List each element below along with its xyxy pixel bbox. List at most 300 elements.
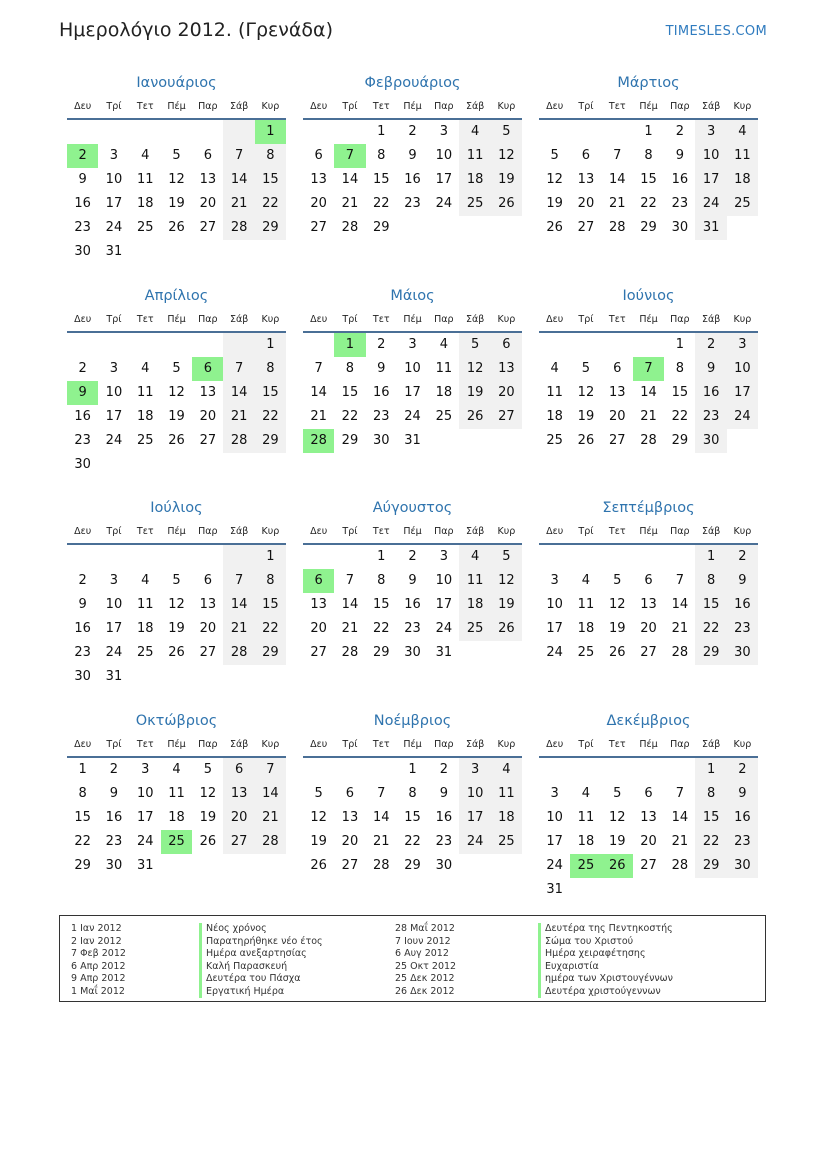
- day-cell: 3: [141, 762, 150, 777]
- empty-cell: [161, 333, 192, 357]
- weekday-label: Τρί: [578, 526, 594, 537]
- holiday-legend: [59, 915, 766, 1002]
- day-cell: 14: [608, 172, 626, 187]
- day-cell: 21: [341, 196, 359, 211]
- empty-cell: [570, 545, 601, 569]
- day-cell: 10: [727, 357, 758, 381]
- day-cell: 5: [491, 545, 522, 569]
- day-cell: 2: [675, 124, 684, 139]
- month-name: Μάιος: [390, 288, 435, 304]
- empty-cell: [633, 545, 664, 569]
- weekday-label: Πέμ: [639, 739, 658, 750]
- day-cell: 15: [372, 172, 390, 187]
- day-cell: 19: [168, 409, 185, 424]
- day-cell: 9: [408, 573, 417, 588]
- day-cell: 9: [439, 786, 448, 801]
- day-cell: 12: [577, 385, 595, 400]
- day-cell: 9: [727, 782, 758, 806]
- day-cell: 13: [640, 810, 657, 825]
- holiday-day-cell: 1: [334, 333, 365, 357]
- day-cell: 8: [78, 786, 87, 801]
- empty-cell: [570, 333, 601, 357]
- empty-cell: [192, 120, 223, 144]
- day-cell: 21: [310, 409, 327, 424]
- month-block: [67, 708, 286, 878]
- weekday-header: [303, 309, 522, 333]
- month-block: [539, 495, 758, 665]
- day-cell: 11: [727, 144, 758, 168]
- day-cell: 2: [408, 124, 417, 139]
- day-cell: 10: [435, 148, 453, 163]
- day-cell: 2: [78, 573, 87, 588]
- day-cell: 8: [377, 148, 386, 163]
- day-cell: 3: [109, 573, 119, 588]
- day-cell: 2: [439, 762, 448, 777]
- day-cell: 1: [408, 762, 417, 777]
- day-cell: 12: [310, 810, 327, 825]
- legend-holiday-name: Δευτέρα της Πεντηκοστής: [538, 923, 673, 936]
- legend-holiday-name: Νέος χρόνος: [199, 923, 323, 936]
- day-cell: 6: [203, 148, 212, 163]
- day-cell: 17: [546, 621, 563, 636]
- day-cell: 10: [546, 810, 563, 825]
- holiday-day-cell: 1: [255, 120, 286, 144]
- day-cell: 12: [459, 357, 490, 381]
- weekday-label: Παρ: [670, 739, 690, 750]
- day-cell: 26: [168, 645, 185, 660]
- day-cell: 21: [372, 834, 390, 849]
- holiday-day-cell: 2: [67, 144, 98, 168]
- weekday-label: Πέμ: [403, 101, 422, 112]
- day-cell: 5: [613, 786, 622, 801]
- day-cell: 11: [491, 782, 522, 806]
- day-cell: 8: [644, 148, 653, 163]
- day-cell: 2: [727, 545, 758, 569]
- day-cell: 20: [577, 196, 595, 211]
- weekday-label: Κυρ: [733, 526, 752, 537]
- day-cell: 5: [581, 361, 591, 376]
- day-cell: 11: [136, 385, 154, 400]
- weekday-label: Παρ: [434, 526, 454, 537]
- weekday-label: Σάβ: [465, 526, 485, 537]
- day-cell: 25: [136, 433, 154, 448]
- day-grid: [303, 333, 522, 453]
- legend-holiday-name: Σώμα του Χριστού: [538, 936, 673, 949]
- day-cell: 5: [203, 762, 212, 777]
- day-cell: 6: [581, 148, 591, 163]
- empty-cell: [303, 758, 334, 782]
- weekday-label: Παρ: [434, 739, 454, 750]
- weekday-label: Σάβ: [465, 739, 485, 750]
- day-cell: 19: [168, 621, 185, 636]
- month-name: Ιανουάριος: [136, 75, 217, 91]
- day-cell: 13: [577, 172, 595, 187]
- day-cell: 23: [74, 220, 91, 235]
- empty-cell: [539, 333, 570, 357]
- month-name: Φεβρουάριος: [364, 75, 461, 91]
- day-cell: 20: [223, 806, 254, 830]
- day-cell: 2: [408, 549, 417, 564]
- day-cell: 1: [695, 545, 726, 569]
- day-cell: 14: [223, 593, 254, 617]
- day-cell: 21: [223, 192, 254, 216]
- empty-cell: [633, 758, 664, 782]
- legend-holiday-name: Δευτέρα του Πάσχα: [199, 973, 323, 986]
- day-cell: 10: [136, 786, 154, 801]
- weekday-label: Δευ: [546, 526, 564, 537]
- day-cell: 11: [459, 144, 490, 168]
- weekday-label: Πέμ: [167, 526, 186, 537]
- weekday-label: Σάβ: [701, 314, 721, 325]
- day-cell: 28: [341, 645, 359, 660]
- day-cell: 29: [372, 645, 390, 660]
- day-cell: 10: [435, 573, 453, 588]
- day-cell: 5: [491, 120, 522, 144]
- holiday-day-cell: 7: [334, 144, 365, 168]
- empty-cell: [602, 758, 633, 782]
- day-cell: 13: [223, 782, 254, 806]
- month-block: [67, 283, 286, 477]
- month-name: Δεκέμβριος: [606, 713, 691, 729]
- day-cell: 14: [223, 381, 254, 405]
- day-cell: 13: [310, 172, 327, 187]
- day-cell: 19: [546, 196, 563, 211]
- month-name: Ιούλιος: [150, 500, 203, 516]
- day-cell: 17: [459, 806, 490, 830]
- day-cell: 10: [695, 144, 726, 168]
- day-cell: 24: [435, 621, 453, 636]
- weekday-label: Δευ: [546, 101, 564, 112]
- day-cell: 4: [491, 758, 522, 782]
- day-cell: 4: [439, 337, 448, 352]
- weekday-label: Πέμ: [167, 739, 186, 750]
- day-cell: 6: [613, 361, 622, 376]
- day-cell: 21: [255, 806, 286, 830]
- weekday-label: Δευ: [74, 526, 92, 537]
- weekday-label: Τρί: [578, 314, 594, 325]
- day-cell: 10: [546, 597, 563, 612]
- day-grid: [303, 545, 522, 665]
- day-cell: 26: [577, 433, 595, 448]
- brand-link[interactable]: TIMESLES.COM: [665, 24, 767, 39]
- day-cell: 1: [644, 124, 653, 139]
- day-cell: 16: [105, 810, 123, 825]
- day-cell: 30: [105, 858, 123, 873]
- weekday-label: Τρί: [578, 101, 594, 112]
- day-cell: 24: [695, 192, 726, 216]
- day-cell: 30: [695, 429, 726, 453]
- day-cell: 19: [491, 168, 522, 192]
- empty-cell: [98, 333, 129, 357]
- day-cell: 27: [341, 858, 359, 873]
- day-cell: 20: [310, 621, 327, 636]
- holiday-day-cell: 6: [192, 357, 223, 381]
- day-cell: 15: [74, 810, 91, 825]
- weekday-label: Κυρ: [261, 314, 280, 325]
- day-cell: 29: [255, 216, 286, 240]
- day-cell: 9: [78, 172, 87, 187]
- weekday-label: Κυρ: [733, 101, 752, 112]
- day-cell: 27: [640, 645, 657, 660]
- day-cell: 31: [105, 244, 123, 259]
- empty-cell: [130, 545, 161, 569]
- day-cell: 12: [491, 569, 522, 593]
- weekday-label: Κυρ: [497, 101, 516, 112]
- day-cell: 3: [727, 333, 758, 357]
- weekday-label: Παρ: [198, 739, 218, 750]
- month-block: [303, 283, 522, 453]
- day-cell: 29: [341, 433, 359, 448]
- day-cell: 20: [608, 409, 626, 424]
- day-cell: 29: [640, 220, 657, 235]
- day-cell: 4: [581, 786, 591, 801]
- day-cell: 16: [695, 381, 726, 405]
- day-cell: 24: [105, 433, 123, 448]
- day-cell: 12: [608, 810, 626, 825]
- weekday-label: Κυρ: [733, 739, 752, 750]
- day-cell: 9: [109, 786, 119, 801]
- day-cell: 13: [310, 597, 327, 612]
- day-cell: 26: [199, 834, 217, 849]
- day-cell: 11: [136, 172, 154, 187]
- weekday-label: Δευ: [546, 739, 564, 750]
- day-cell: 14: [671, 810, 689, 825]
- day-cell: 23: [74, 433, 91, 448]
- day-cell: 28: [223, 641, 254, 665]
- day-cell: 4: [550, 361, 559, 376]
- day-cell: 27: [608, 433, 626, 448]
- day-cell: 12: [168, 385, 185, 400]
- legend-dates-left: [71, 923, 126, 998]
- empty-cell: [539, 545, 570, 569]
- weekday-label: Δευ: [310, 739, 328, 750]
- day-cell: 6: [644, 573, 653, 588]
- month-block: [303, 708, 522, 878]
- weekday-label: Κυρ: [497, 526, 516, 537]
- day-cell: 5: [172, 361, 181, 376]
- weekday-label: Τετ: [136, 526, 154, 537]
- day-cell: 31: [435, 645, 453, 660]
- day-cell: 18: [435, 385, 453, 400]
- weekday-label: Δευ: [310, 526, 328, 537]
- month-block: [539, 708, 758, 902]
- day-cell: 2: [109, 762, 119, 777]
- weekday-label: Παρ: [670, 314, 690, 325]
- empty-cell: [67, 545, 98, 569]
- weekday-label: Δευ: [310, 314, 328, 325]
- day-cell: 17: [105, 409, 123, 424]
- day-cell: 20: [310, 196, 327, 211]
- day-cell: 26: [491, 617, 522, 641]
- month-block: [303, 70, 522, 240]
- day-cell: 5: [314, 786, 323, 801]
- weekday-label: Τετ: [136, 739, 154, 750]
- empty-cell: [602, 545, 633, 569]
- weekday-header: [539, 96, 758, 120]
- day-cell: 16: [727, 806, 758, 830]
- day-cell: 23: [372, 409, 390, 424]
- day-cell: 9: [78, 597, 87, 612]
- day-cell: 24: [105, 220, 123, 235]
- day-cell: 7: [223, 569, 254, 593]
- day-cell: 27: [199, 220, 217, 235]
- weekday-header: [539, 521, 758, 545]
- day-cell: 17: [435, 597, 453, 612]
- weekday-label: Κυρ: [497, 739, 516, 750]
- day-cell: 22: [255, 192, 286, 216]
- day-cell: 27: [310, 645, 327, 660]
- weekday-label: Τετ: [608, 101, 626, 112]
- empty-cell: [664, 758, 695, 782]
- day-cell: 7: [345, 573, 355, 588]
- empty-cell: [602, 333, 633, 357]
- day-cell: 28: [223, 429, 254, 453]
- day-cell: 9: [675, 148, 684, 163]
- day-cell: 14: [310, 385, 327, 400]
- legend-date: 1 Ιαν 2012: [71, 923, 122, 934]
- day-cell: 25: [727, 192, 758, 216]
- day-cell: 31: [404, 433, 421, 448]
- day-cell: 16: [372, 385, 390, 400]
- day-cell: 29: [671, 433, 689, 448]
- day-cell: 7: [255, 758, 286, 782]
- empty-cell: [303, 545, 334, 569]
- day-cell: 23: [695, 405, 726, 429]
- day-cell: 9: [695, 357, 726, 381]
- empty-cell: [223, 120, 254, 144]
- day-cell: 21: [223, 617, 254, 641]
- day-cell: 9: [727, 569, 758, 593]
- day-cell: 1: [377, 124, 386, 139]
- day-cell: 24: [727, 405, 758, 429]
- day-cell: 12: [168, 172, 185, 187]
- day-cell: 3: [109, 148, 119, 163]
- month-name: Σεπτέμβριος: [602, 500, 695, 516]
- day-cell: 17: [546, 834, 563, 849]
- day-cell: 28: [341, 220, 359, 235]
- day-cell: 9: [408, 148, 417, 163]
- day-cell: 12: [168, 597, 185, 612]
- holiday-day-cell: 25: [570, 854, 601, 878]
- weekday-header: [67, 96, 286, 120]
- weekday-label: Σάβ: [229, 101, 249, 112]
- day-cell: 2: [695, 333, 726, 357]
- day-cell: 14: [341, 172, 359, 187]
- day-cell: 4: [141, 573, 150, 588]
- day-cell: 16: [404, 172, 421, 187]
- day-cell: 8: [255, 144, 286, 168]
- day-cell: 22: [341, 409, 359, 424]
- day-cell: 23: [671, 196, 689, 211]
- weekday-label: Σάβ: [701, 526, 721, 537]
- holiday-day-cell: 26: [602, 854, 633, 878]
- day-cell: 21: [671, 834, 689, 849]
- day-cell: 14: [640, 385, 657, 400]
- day-cell: 26: [310, 858, 327, 873]
- legend-date: 25 Οκτ 2012: [395, 960, 457, 972]
- day-grid: [303, 758, 522, 878]
- day-cell: 1: [695, 758, 726, 782]
- day-cell: 17: [105, 196, 123, 211]
- day-cell: 6: [223, 758, 254, 782]
- day-cell: 4: [172, 762, 181, 777]
- day-cell: 9: [377, 361, 386, 376]
- day-cell: 11: [577, 597, 595, 612]
- holiday-day-cell: 28: [303, 429, 334, 453]
- empty-cell: [303, 333, 334, 357]
- day-cell: 24: [546, 858, 563, 873]
- day-cell: 28: [640, 433, 657, 448]
- holiday-day-cell: 7: [633, 357, 664, 381]
- day-cell: 28: [608, 220, 626, 235]
- weekday-label: Τετ: [372, 101, 390, 112]
- day-cell: 10: [105, 172, 123, 187]
- day-cell: 20: [341, 834, 359, 849]
- day-cell: 30: [671, 220, 689, 235]
- legend-holiday-name: Ημέρα χειραφέτησης: [538, 948, 673, 961]
- empty-cell: [130, 120, 161, 144]
- day-cell: 14: [255, 782, 286, 806]
- legend-date: 7 Φεβ 2012: [71, 948, 126, 959]
- weekday-header: [303, 521, 522, 545]
- legend-holiday-name: Ευχαριστία: [538, 961, 673, 974]
- day-cell: 3: [695, 120, 726, 144]
- day-cell: 25: [435, 409, 453, 424]
- empty-cell: [98, 120, 129, 144]
- day-cell: 8: [255, 569, 286, 593]
- day-cell: 29: [695, 854, 726, 878]
- day-cell: 27: [577, 220, 595, 235]
- day-cell: 19: [577, 409, 595, 424]
- legend-dates-right: [395, 923, 456, 998]
- weekday-label: Σάβ: [229, 314, 249, 325]
- day-cell: 3: [439, 124, 448, 139]
- day-cell: 18: [727, 168, 758, 192]
- day-cell: 16: [74, 409, 91, 424]
- weekday-label: Δευ: [74, 101, 92, 112]
- month-name: Οκτώβριος: [135, 713, 218, 729]
- empty-cell: [633, 333, 664, 357]
- day-cell: 7: [223, 144, 254, 168]
- month-name: Αύγουστος: [372, 500, 453, 516]
- day-cell: 26: [608, 645, 626, 660]
- day-cell: 22: [74, 834, 91, 849]
- day-cell: 19: [310, 834, 327, 849]
- month-block: [67, 70, 286, 264]
- day-cell: 22: [671, 409, 689, 424]
- day-cell: 14: [372, 810, 390, 825]
- month-name: Νοέμβριος: [373, 713, 452, 729]
- day-cell: 21: [608, 196, 626, 211]
- month-name: Ιούνιος: [622, 288, 675, 304]
- day-grid: [67, 333, 286, 477]
- day-cell: 15: [404, 810, 421, 825]
- day-cell: 11: [577, 810, 595, 825]
- weekday-label: Παρ: [198, 526, 218, 537]
- legend-holiday-name: Εργατική Ημέρα: [199, 986, 323, 999]
- day-cell: 20: [199, 621, 217, 636]
- day-cell: 8: [675, 361, 684, 376]
- day-cell: 17: [136, 810, 154, 825]
- day-cell: 22: [255, 405, 286, 429]
- day-cell: 22: [695, 830, 726, 854]
- day-cell: 18: [459, 593, 490, 617]
- empty-cell: [130, 333, 161, 357]
- day-cell: 13: [608, 385, 626, 400]
- day-cell: 23: [727, 830, 758, 854]
- day-grid: [303, 120, 522, 240]
- holiday-day-cell: 6: [303, 569, 334, 593]
